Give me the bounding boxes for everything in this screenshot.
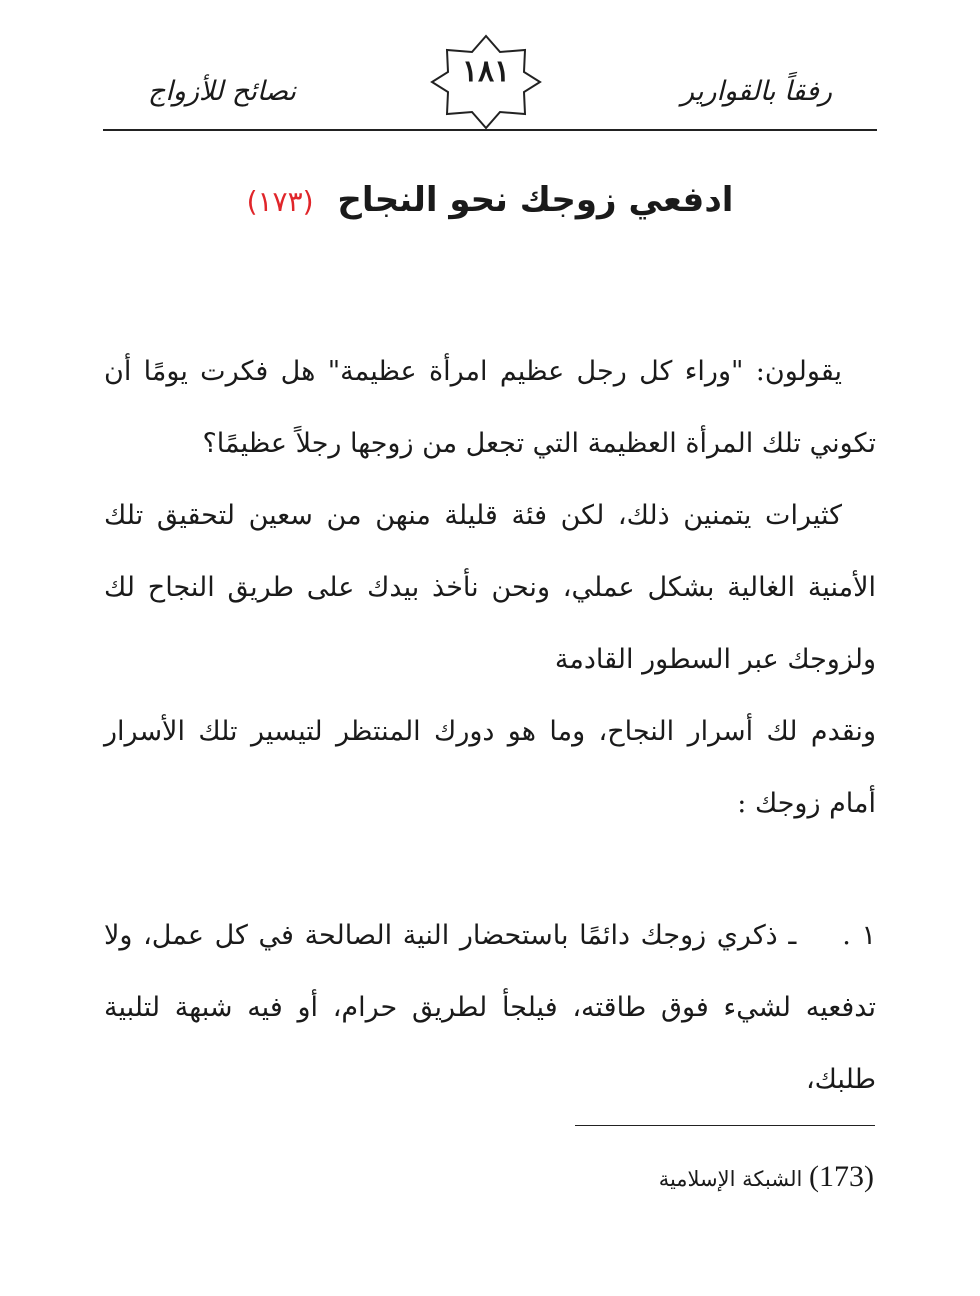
footnote-number: (173)	[809, 1160, 874, 1193]
header-divider	[103, 129, 877, 131]
list-item-text: ـ ذكري زوجك دائمًا باستحضار النية الصالحة في كل عمل، ولا تدفعيه لشيء فوق طاقته، فيلجأ لطريق حرام، أو فيه شبهة لتلبية طلبك،	[104, 920, 876, 1095]
paragraph-1	[104, 336, 876, 480]
footnote-text: الشبكة الإسلامية	[658, 1167, 803, 1191]
paragraph-3	[104, 696, 876, 840]
paragraph-3-text: ونقدم لك أسرار النجاح، وما هو دورك المنتظر لتيسير تلك الأسرار أمام زوجك :	[104, 716, 876, 819]
footnote-divider	[575, 1125, 875, 1126]
header-book-subtitle: نصائح للأزواج	[148, 76, 297, 107]
section-title-text: ادفعي زوجك نحو النجاح	[337, 180, 734, 220]
section-title	[100, 180, 880, 220]
paragraph-1-text: يقولون: "وراء كل رجل عظيم امرأة عظيمة" هل فكرت يومًا أن تكوني تلك المرأة العظيمة التي تجعل من زوجها رجلاً عظيمًا؟	[104, 356, 876, 459]
paragraph-2-text: كثيرات يتمنين ذلك، لكن فئة قليلة منهن من سعين لتحقيق تلك الأمنية الغالية بشكل عملي، ونحن نأخذ بيدك على طريق النجاح لك ولزوجك عبر السطور القادمة	[104, 500, 876, 675]
page-number: ١٨١	[461, 54, 511, 89]
list-item-1-content	[104, 900, 876, 1116]
list-item-number: ١ .	[842, 920, 876, 951]
list-item-1	[104, 900, 876, 1116]
header-book-title: رفقاً بالقوارير	[681, 76, 832, 107]
footnote-reference: (١٧٣)	[246, 185, 314, 218]
paragraph-2	[104, 480, 876, 696]
footnote	[659, 1160, 874, 1194]
page-number-badge	[430, 34, 542, 130]
